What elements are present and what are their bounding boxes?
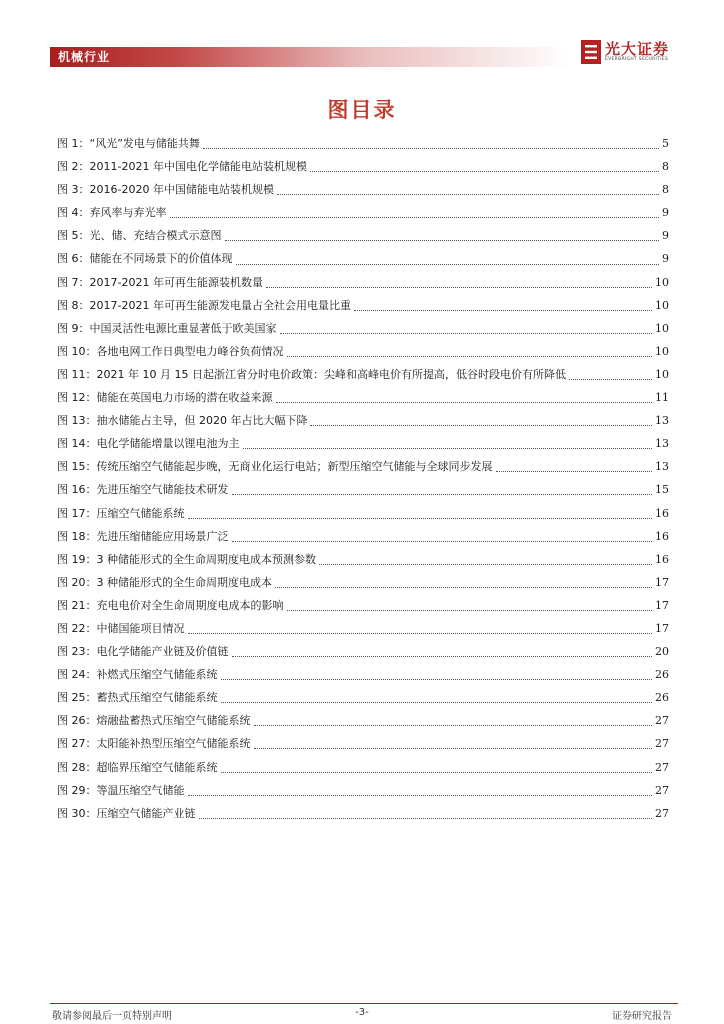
toc-entry-page: 27 xyxy=(655,806,669,820)
toc-dot-leader xyxy=(310,417,652,426)
toc-dot-leader xyxy=(232,533,653,542)
toc-entry-label: 图 1：“风光”发电与储能共舞 xyxy=(57,137,200,150)
toc-entry[interactable] xyxy=(57,155,669,178)
toc-entry-label: 图 7：2017-2021 年可再生能源装机数量 xyxy=(57,275,263,289)
toc-entry[interactable] xyxy=(57,432,669,455)
table-of-figures xyxy=(57,132,669,825)
toc-entry[interactable] xyxy=(57,617,669,640)
toc-entry-page: 10 xyxy=(655,367,669,381)
toc-entry-page: 11 xyxy=(655,391,669,405)
toc-dot-leader xyxy=(496,463,653,472)
toc-entry-page: 15 xyxy=(655,483,669,497)
toc-entry-label: 图 6：储能在不同场景下的价值体现 xyxy=(57,252,233,266)
toc-entry-page: 10 xyxy=(655,344,669,358)
toc-dot-leader xyxy=(275,579,652,588)
toc-entry-label: 图 13：抽水储能占主导，但 2020 年占比大幅下降 xyxy=(57,414,308,428)
toc-entry-page: 5 xyxy=(662,137,669,150)
toc-entry-page: 16 xyxy=(655,529,669,543)
toc-entry-page: 10 xyxy=(655,275,669,289)
toc-entry-page: 10 xyxy=(655,298,669,312)
toc-entry-label: 图 23：电化学储能产业链及价值链 xyxy=(57,645,229,659)
toc-dot-leader xyxy=(203,140,659,149)
toc-dot-leader xyxy=(232,648,653,657)
toc-entry-page: 9 xyxy=(662,252,669,266)
page-number: -3- xyxy=(355,1007,369,1018)
toc-entry-label: 图 21：充电电价对全生命周期度电成本的影响 xyxy=(57,598,284,612)
toc-entry-label: 图 24：补燃式压缩空气储能系统 xyxy=(57,668,218,682)
toc-entry-label: 图 10：各地电网工作日典型电力峰谷负荷情况 xyxy=(57,344,284,358)
toc-dot-leader xyxy=(188,787,653,796)
toc-dot-leader xyxy=(170,209,660,218)
toc-dot-leader xyxy=(277,186,659,195)
toc-dot-leader xyxy=(188,625,653,634)
toc-entry[interactable] xyxy=(57,756,669,779)
logo-name: 光大证券 xyxy=(605,40,670,58)
toc-entry[interactable] xyxy=(57,525,669,548)
toc-entry-label: 图 4：弃风率与弃光率 xyxy=(57,206,167,220)
toc-dot-leader xyxy=(188,510,653,519)
toc-entry-label: 图 11：2021 年 10 月 15 日起浙江省分时电价政策：尖峰和高峰电价有所提高，低谷时段电价有所降低 xyxy=(57,367,566,381)
toc-entry-label: 图 20：3 种储能形式的全生命周期度电成本 xyxy=(57,575,272,589)
toc-entry[interactable] xyxy=(57,571,669,594)
toc-entry-label: 图 14：电化学储能增量以锂电池为主 xyxy=(57,437,240,451)
toc-entry-label: 图 30：压缩空气储能产业链 xyxy=(57,806,196,820)
toc-entry-label: 图 29：等温压缩空气储能 xyxy=(57,783,185,797)
toc-dot-leader xyxy=(236,256,660,265)
toc-dot-leader xyxy=(287,602,653,611)
toc-entry-page: 26 xyxy=(655,691,669,705)
toc-entry[interactable] xyxy=(57,478,669,501)
toc-entry-label: 图 3：2016-2020 年中国储能电站装机规模 xyxy=(57,183,274,197)
toc-entry-label: 图 25：蓄热式压缩空气储能系统 xyxy=(57,691,218,705)
toc-dot-leader xyxy=(266,279,652,288)
toc-entry[interactable] xyxy=(57,709,669,732)
industry-label: 机械行业 xyxy=(58,50,111,64)
toc-dot-leader xyxy=(569,371,652,380)
logo-subtitle: EVERBRIGHT SECURITIES xyxy=(605,57,669,62)
toc-entry[interactable] xyxy=(57,594,669,617)
toc-entry-page: 20 xyxy=(655,645,669,659)
toc-entry-label: 图 28：超临界压缩空气储能系统 xyxy=(57,760,218,774)
toc-dot-leader xyxy=(276,394,653,403)
footer-disclaimer: 敬请参阅最后一页特别声明 xyxy=(52,1011,172,1022)
toc-entry-page: 10 xyxy=(655,321,669,335)
toc-entry-label: 图 19：3 种储能形式的全生命周期度电成本预测参数 xyxy=(57,552,316,566)
toc-entry-page: 17 xyxy=(655,598,669,612)
toc-entry-page: 16 xyxy=(655,552,669,566)
toc-entry-page: 17 xyxy=(655,621,669,635)
toc-dot-leader xyxy=(243,440,653,449)
toc-entry-page: 27 xyxy=(655,783,669,797)
toc-entry[interactable] xyxy=(57,247,669,270)
toc-entry-page: 8 xyxy=(662,183,669,197)
toc-entry-page: 27 xyxy=(655,760,669,774)
toc-entry-page: 8 xyxy=(662,160,669,174)
toc-entry-label: 图 16：先进压缩空气储能技术研发 xyxy=(57,483,229,497)
toc-entry-page: 9 xyxy=(662,206,669,220)
toc-dot-leader xyxy=(221,764,653,773)
toc-entry[interactable] xyxy=(57,340,669,363)
toc-entry[interactable] xyxy=(57,455,669,478)
toc-entry-page: 13 xyxy=(655,460,669,474)
toc-entry-page: 17 xyxy=(655,575,669,589)
toc-dot-leader xyxy=(354,302,652,311)
toc-entry[interactable] xyxy=(57,201,669,224)
toc-entry[interactable] xyxy=(57,779,669,802)
toc-dot-leader xyxy=(280,325,653,334)
toc-dot-leader xyxy=(254,717,653,726)
logo xyxy=(581,38,681,70)
toc-entry[interactable] xyxy=(57,386,669,409)
logo-mark-icon xyxy=(581,40,601,64)
toc-entry[interactable] xyxy=(57,640,669,663)
toc-entry[interactable] xyxy=(57,224,669,247)
toc-entry-label: 图 15：传统压缩空气储能起步晚，无商业化运行电站；新型压缩空气储能与全球同步发展 xyxy=(57,460,493,474)
toc-entry[interactable] xyxy=(57,802,669,825)
toc-entry[interactable] xyxy=(57,363,669,386)
toc-dot-leader xyxy=(254,740,653,749)
toc-entry[interactable] xyxy=(57,686,669,709)
toc-dot-leader xyxy=(199,810,653,819)
toc-dot-leader xyxy=(225,232,660,241)
toc-entry-page: 27 xyxy=(655,737,669,751)
toc-entry[interactable] xyxy=(57,271,669,294)
toc-entry[interactable] xyxy=(57,294,669,317)
toc-entry-label: 图 22：中储国能项目情况 xyxy=(57,621,185,635)
toc-entry[interactable] xyxy=(57,548,669,571)
toc-entry-label: 图 27：太阳能补热型压缩空气储能系统 xyxy=(57,737,251,751)
toc-entry[interactable] xyxy=(57,317,669,340)
toc-dot-leader xyxy=(287,348,653,357)
header-band xyxy=(50,47,570,67)
toc-entry-label: 图 9：中国灵活性电源比重显著低于欧美国家 xyxy=(57,321,277,335)
toc-entry-page: 13 xyxy=(655,437,669,451)
toc-entry[interactable] xyxy=(57,132,669,155)
toc-entry-label: 图 26：熔融盐蓄热式压缩空气储能系统 xyxy=(57,714,251,728)
toc-dot-leader xyxy=(221,671,653,680)
toc-entry-page: 13 xyxy=(655,414,669,428)
toc-entry-label: 图 12：储能在英国电力市场的潜在收益来源 xyxy=(57,391,273,405)
toc-dot-leader xyxy=(310,163,659,172)
toc-dot-leader xyxy=(221,694,653,703)
toc-entry-label: 图 2：2011-2021 年中国电化学储能电站装机规模 xyxy=(57,160,307,174)
toc-entry-page: 26 xyxy=(655,668,669,682)
toc-entry-page: 16 xyxy=(655,506,669,520)
toc-entry[interactable] xyxy=(57,732,669,755)
toc-entry[interactable] xyxy=(57,178,669,201)
page-title: 图目录 xyxy=(327,98,397,122)
toc-dot-leader xyxy=(232,486,653,495)
toc-entry[interactable] xyxy=(57,502,669,525)
footer-divider xyxy=(50,1003,678,1004)
footer-report-type: 证券研究报告 xyxy=(612,1011,672,1022)
toc-entry-page: 9 xyxy=(662,229,669,243)
toc-entry[interactable] xyxy=(57,409,669,432)
toc-entry-label: 图 18：先进压缩储能应用场景广泛 xyxy=(57,529,229,543)
toc-entry[interactable] xyxy=(57,663,669,686)
toc-entry-label: 图 5：光、储、充结合模式示意图 xyxy=(57,229,222,243)
toc-dot-leader xyxy=(319,556,652,565)
toc-entry-label: 图 8：2017-2021 年可再生能源发电量占全社会用电量比重 xyxy=(57,298,351,312)
toc-entry-page: 27 xyxy=(655,714,669,728)
toc-entry-label: 图 17：压缩空气储能系统 xyxy=(57,506,185,520)
